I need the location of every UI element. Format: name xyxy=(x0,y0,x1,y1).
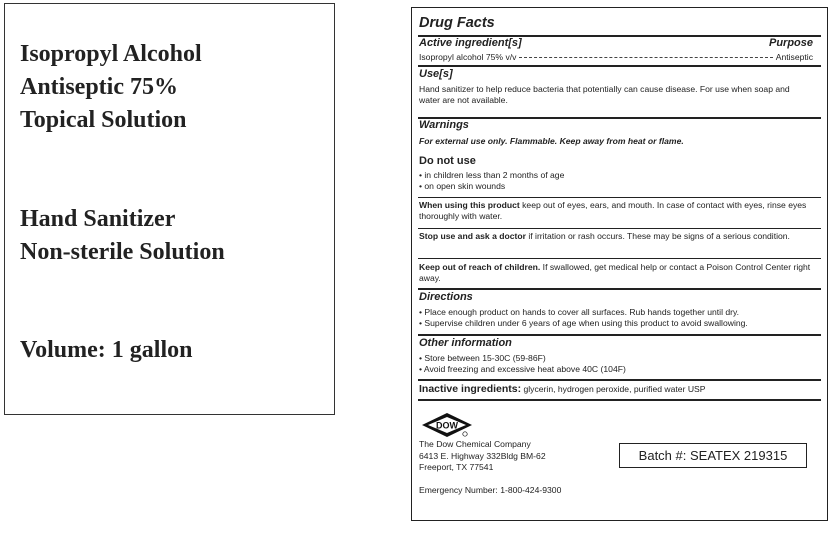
inactive-label: Inactive ingredients: xyxy=(419,383,522,395)
when-using-text xyxy=(419,200,813,222)
address-line: The Dow Chemical Company xyxy=(419,439,531,449)
other-info-item: • Avoid freezing and excessive heat above 40C (104F) xyxy=(419,364,626,374)
directions-item: • Place enough product on hands to cover all surfaces. Rub hands together until dry. xyxy=(419,307,740,317)
do-not-use-item: • on open skin wounds xyxy=(419,181,506,191)
address-line: Freeport, TX 77541 xyxy=(419,462,494,472)
divider xyxy=(418,197,821,198)
batch-number-box: Batch #: SEATEX 219315 xyxy=(619,443,807,468)
divider xyxy=(418,228,821,229)
warnings-text: For external use only. Flammable. Keep away from heat or flame. xyxy=(419,136,684,146)
volume-line: Volume: 1 gallon xyxy=(20,337,193,363)
warnings-heading: Warnings xyxy=(419,119,469,131)
drug-facts-panel xyxy=(411,7,828,521)
directions-heading: Directions xyxy=(419,291,473,303)
dow-logo xyxy=(421,412,473,438)
company-address xyxy=(419,439,546,474)
emergency-number: Emergency Number: 1-800-424-9300 xyxy=(419,485,562,495)
dow-logo-text: DOW xyxy=(436,420,458,431)
dotted-leader xyxy=(519,57,772,58)
stop-use-body: if irritation or rash occurs. These may be signs of a serious condition. xyxy=(525,231,790,241)
purpose-value: Antiseptic xyxy=(775,52,813,62)
divider xyxy=(418,334,821,336)
product-type-line: Hand Sanitizer xyxy=(20,206,176,232)
stop-use-label: Stop use and ask a doctor xyxy=(419,231,526,241)
divider xyxy=(418,117,821,119)
keep-out-body: If swallowed, get medical help or contact a Poison Control Center right away. xyxy=(419,262,811,283)
keep-out-label: Keep out of reach of children. xyxy=(419,262,541,272)
divider xyxy=(418,399,821,401)
other-info-heading: Other information xyxy=(419,337,512,349)
active-ingredient-row xyxy=(419,52,813,62)
when-using-label: When using this product xyxy=(419,200,520,210)
other-info-item: • Store between 15-30C (59-86F) xyxy=(419,353,546,363)
directions-item: • Supervise children under 6 years of age when using this product to avoid swallowing. xyxy=(419,318,748,328)
active-ingredient-heading: Active ingredient[s] xyxy=(419,37,522,49)
product-name-line: Topical Solution xyxy=(20,107,187,133)
address-line: 6413 E. Highway 332Bldg BM-62 xyxy=(419,450,546,461)
keep-out-text xyxy=(419,262,813,284)
divider xyxy=(418,379,821,381)
divider xyxy=(418,65,821,67)
divider xyxy=(418,258,821,259)
inactive-ingredients xyxy=(419,383,706,395)
product-name-line: Antiseptic 75% xyxy=(20,74,178,100)
product-name-block xyxy=(20,38,202,137)
uses-text: Hand sanitizer to help reduce bacteria that potentially can cause disease. For use when soap and water are not available. xyxy=(419,84,790,105)
uses-heading: Use[s] xyxy=(419,68,453,80)
purpose-heading: Purpose xyxy=(768,37,813,49)
front-label-panel xyxy=(4,3,335,415)
product-name-line: Isopropyl Alcohol xyxy=(20,41,202,67)
drug-facts-title: Drug Facts xyxy=(419,15,495,31)
stop-use-text xyxy=(419,231,813,242)
product-type-block xyxy=(20,203,225,269)
product-type-line: Non-sterile Solution xyxy=(20,239,225,265)
do-not-use-heading: Do not use xyxy=(419,155,476,167)
active-ingredient-value: Isopropyl alcohol 75% v/v xyxy=(419,52,517,62)
inactive-list: glycerin, hydrogen peroxide, purified water USP xyxy=(521,384,706,394)
when-using-body: keep out of eyes, ears, and mouth. In case of contact with eyes, rinse eyes thoroughly with water. xyxy=(419,200,807,221)
volume-block xyxy=(20,334,192,367)
divider xyxy=(418,288,821,290)
do-not-use-item: • in children less than 2 months of age xyxy=(419,170,565,180)
